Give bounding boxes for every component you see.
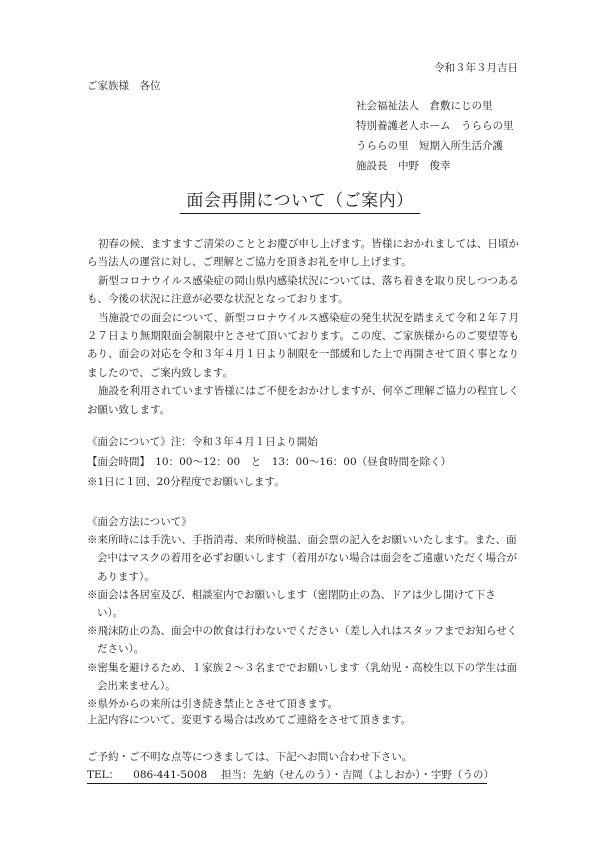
body-paragraph: 施設を利用されています皆様にはご不便をおかけしますが、何卒ご理解ご協力の程宜しくお願い致します。 [87,385,519,416]
body-text [87,235,519,419]
visit-period-heading: 《面会について》注：令和３年４月１日より開始 [87,436,318,448]
body-paragraph: 当施設での面会について、新型コロナウイルス感染症の発生状況を踏まえて令和２年７月２７日より無期限面会制限中とさせて頂いております。この度、ご家族様からのご要望等もあり、面会の対応を令和３年４月１日より制限を一部緩和した上で再開させて頂く事となりましたので、ご案内致します。 [87,311,519,379]
visit-method-section [87,513,519,713]
visit-method-item: ※来所時には手洗い、手指消毒、来所時検温、面会票の記入をお願いいたします。また、面会中はマスクの着用を必ずお願いします（着用がない場合は面会をご遠慮いただく場合があります）。 [87,534,517,583]
body-paragraph: 新型コロナウイルス感染症の岡山県内感染状況については、落ち着きを取り戻しつつあるも、今後の状況に注意が必要な状況となっております。 [87,274,519,306]
visit-frequency: ※1日に１回、20分程度でお願いします。 [87,476,285,488]
document-title-wrap [0,186,600,214]
visit-method-list [87,531,519,713]
visit-hours: 【面会時間】 10：00～12：00 と 13：00～16：00（昼食時間を除く） [87,456,452,468]
body-paragraph: 初春の候、ますますご清栄のこととお慶び申し上げます。皆様におかれましては、日頃から当法人の運営に対し、ご理解とご協力を頂きお礼を申し上げます。 [87,238,519,269]
change-note: 上記内容について、変更する場合は改めてご連絡をさせて頂きます。 [87,714,412,726]
tel-label: TEL： [87,769,120,781]
visit-period-section [87,432,451,492]
visit-method-item: ※密集を避けるため、１家族２～３名まででお願いします（乳幼児・高校生以下の学生は面会出来ません）。 [87,661,518,692]
recipient-line: ご家族様 各位 [87,80,161,92]
visit-method-item: ※飛沫防止の為、面会中の飲食は行わないでください（差し入れはスタッフまでお知らせください）。 [87,625,518,656]
document-title: 面会再開について（ご案内） [180,186,419,214]
sender-facility: 特別養護老人ホーム うららの里 [356,120,514,132]
tel-number: 086-441-5008 [133,769,208,781]
sender-director: 施設長 中野 俊幸 [356,160,451,172]
visit-method-item: ※県外からの来所は引き続き禁止とさせて頂きます。 [87,698,339,711]
visit-method-item: ※面会は各居室及び、相談室内でお願いします（密閉防止の為、ドアは少し開けて下さい）。 [87,588,496,620]
contact-intro: ご予約・ご不明な点等につきましては、下記へお問い合わせ下さい。 [87,751,413,763]
document-date: 令和３年３月吉日 [434,62,518,74]
sender-organization: 社会福祉法人 倉敷にじの里 [356,100,493,112]
sender-service: うららの里 短期入所生活介護 [356,140,503,152]
sender-block [356,96,514,176]
contact-line [87,767,495,784]
contact-staff: 担当：先納（せんのう）・吉岡（よしおか）・宇野（うの） [221,769,495,781]
visit-method-heading: 《面会方法について》 [87,516,192,528]
